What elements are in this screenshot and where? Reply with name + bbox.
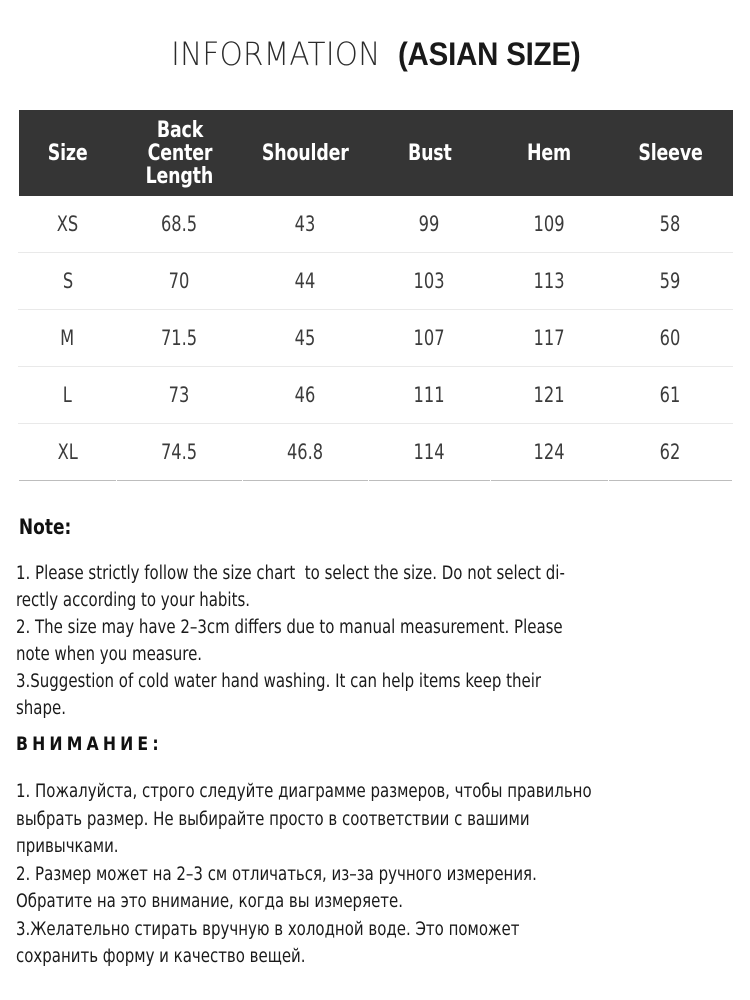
russian-note-line	[16, 833, 734, 861]
column-header-size-label: Size	[47, 140, 88, 166]
russian-note-line	[16, 861, 734, 889]
cell-sleeve-value: 61	[660, 383, 681, 407]
cell-bust	[369, 310, 491, 367]
cell-size-value: M	[60, 326, 75, 350]
cell-sleeve	[609, 367, 733, 424]
column-header-back-center-length-line2: Length	[145, 163, 214, 189]
table-row	[19, 253, 733, 310]
cell-bust-value: 111	[413, 383, 446, 407]
cell-hem-value: 113	[533, 269, 566, 293]
cell-sleeve-value: 60	[660, 326, 681, 350]
cell-hem	[491, 424, 609, 481]
notes-section	[16, 514, 734, 722]
cell-bust-value: 103	[413, 269, 446, 293]
cell-shoulder	[243, 310, 369, 367]
russian-notes-heading	[16, 732, 734, 756]
cell-size-value: S	[62, 269, 73, 293]
cell-shoulder-value: 44	[295, 269, 316, 293]
russian-note-line-text: выбрать размер. Не выбирайте просто в соответствии с вашими	[16, 808, 530, 830]
cell-bust-value: 107	[413, 326, 446, 350]
size-chart-body	[19, 196, 733, 481]
column-header-back-center-length-line1: Back Center	[147, 117, 212, 166]
cell-size	[19, 253, 117, 310]
russian-note-line-text: Обратите на это внимание, когда вы измеряете.	[16, 891, 403, 912]
cell-sleeve-value: 58	[660, 212, 681, 236]
column-header-hem-label: Hem	[527, 140, 572, 166]
cell-shoulder-value: 43	[295, 212, 316, 236]
note-line-text: rectly according to your habits.	[16, 590, 251, 611]
cell-sleeve	[609, 424, 733, 481]
notes-list	[16, 560, 734, 722]
cell-hem	[491, 196, 609, 253]
cell-sleeve	[609, 253, 733, 310]
cell-shoulder	[243, 253, 369, 310]
cell-shoulder	[243, 367, 369, 424]
cell-hem	[491, 310, 609, 367]
size-chart-header	[19, 110, 733, 196]
cell-bust	[369, 253, 491, 310]
column-header-shoulder	[243, 110, 369, 196]
cell-shoulder-value: 45	[295, 326, 316, 350]
cell-size	[19, 367, 117, 424]
cell-back-center-length-value: 70	[169, 269, 190, 293]
russian-notes-heading-label: ВНИМАНИЕ:	[16, 733, 163, 755]
table-row	[19, 424, 733, 481]
russian-notes-list	[16, 778, 734, 971]
cell-size	[19, 310, 117, 367]
cell-size-value: XL	[57, 440, 78, 464]
cell-hem-value: 117	[533, 326, 566, 350]
cell-back-center-length	[117, 310, 243, 367]
cell-back-center-length	[117, 253, 243, 310]
page-title-light: INFORMATION	[171, 35, 381, 73]
note-line	[16, 560, 734, 587]
cell-bust	[369, 424, 491, 481]
russian-note-line-text: 2. Размер может на 2–3 см отличаться, из–за ручного измерения.	[16, 863, 537, 885]
russian-note-line-text: 1. Пожалуйста, строго следуйте диаграмме размеров, чтобы правильно	[16, 781, 592, 802]
cell-back-center-length-value: 73	[169, 383, 190, 407]
russian-notes-section	[16, 732, 734, 971]
note-line	[16, 695, 734, 722]
column-header-bust-label: Bust	[407, 140, 452, 166]
note-line-text: note when you measure.	[16, 644, 203, 665]
note-line-text: shape.	[16, 698, 66, 719]
note-line	[16, 587, 734, 614]
cell-hem	[491, 367, 609, 424]
russian-note-line	[16, 916, 734, 944]
cell-shoulder	[243, 424, 369, 481]
cell-hem-value: 124	[533, 440, 566, 464]
notes-heading-label: Note:	[18, 515, 72, 539]
russian-note-line-text: 3.Желательно стирать вручную в холодной воде. Это поможет	[16, 918, 520, 940]
cell-back-center-length	[117, 424, 243, 481]
note-line	[16, 668, 734, 695]
cell-sleeve	[609, 196, 733, 253]
column-header-back-center-length	[117, 110, 243, 196]
column-header-size	[19, 110, 117, 196]
russian-note-line	[16, 943, 734, 971]
note-line-text: 1. Please strictly follow the size chart to select the size. Do not select di-	[16, 563, 565, 584]
cell-bust-value: 99	[419, 212, 440, 236]
table-header-row	[19, 110, 733, 196]
russian-note-line	[16, 778, 734, 806]
cell-back-center-length	[117, 196, 243, 253]
note-line	[16, 614, 734, 641]
cell-sleeve-value: 62	[660, 440, 681, 464]
cell-hem-value: 109	[533, 212, 566, 236]
note-line-text: 3.Suggestion of cold water hand washing. It can help items keep their	[16, 671, 542, 692]
column-header-shoulder-label: Shoulder	[262, 140, 349, 166]
note-line	[16, 641, 734, 668]
cell-hem-value: 121	[533, 383, 566, 407]
cell-back-center-length-value: 71.5	[161, 326, 198, 350]
table-row	[19, 196, 733, 253]
cell-size-value: L	[62, 383, 73, 407]
cell-bust-value: 114	[413, 440, 446, 464]
size-chart-table-wrapper	[18, 110, 732, 481]
notes-heading	[16, 514, 734, 540]
russian-note-line	[16, 888, 734, 916]
cell-back-center-length	[117, 367, 243, 424]
russian-note-line-text: привычками.	[16, 836, 119, 857]
page-title-bold: (ASIAN SIZE)	[397, 36, 581, 72]
cell-size	[19, 424, 117, 481]
cell-shoulder-value: 46	[295, 383, 316, 407]
cell-back-center-length-value: 68.5	[161, 212, 198, 236]
russian-note-line	[16, 806, 734, 834]
column-header-sleeve-label: Sleeve	[638, 140, 703, 166]
cell-sleeve-value: 59	[660, 269, 681, 293]
page-title	[0, 0, 750, 74]
cell-bust	[369, 367, 491, 424]
cell-shoulder	[243, 196, 369, 253]
size-chart-table	[18, 110, 733, 481]
cell-shoulder-value: 46.8	[287, 440, 324, 464]
note-line-text: 2. The size may have 2–3cm differs due to manual measurement. Please	[16, 617, 563, 638]
table-row	[19, 367, 733, 424]
cell-bust	[369, 196, 491, 253]
cell-hem	[491, 253, 609, 310]
column-header-sleeve	[609, 110, 733, 196]
cell-sleeve	[609, 310, 733, 367]
cell-size	[19, 196, 117, 253]
cell-back-center-length-value: 74.5	[161, 440, 198, 464]
russian-note-line-text: сохранить форму и качество вещей.	[16, 946, 306, 967]
cell-size-value: XS	[56, 212, 79, 236]
column-header-hem	[491, 110, 609, 196]
table-row	[19, 310, 733, 367]
column-header-bust	[369, 110, 491, 196]
